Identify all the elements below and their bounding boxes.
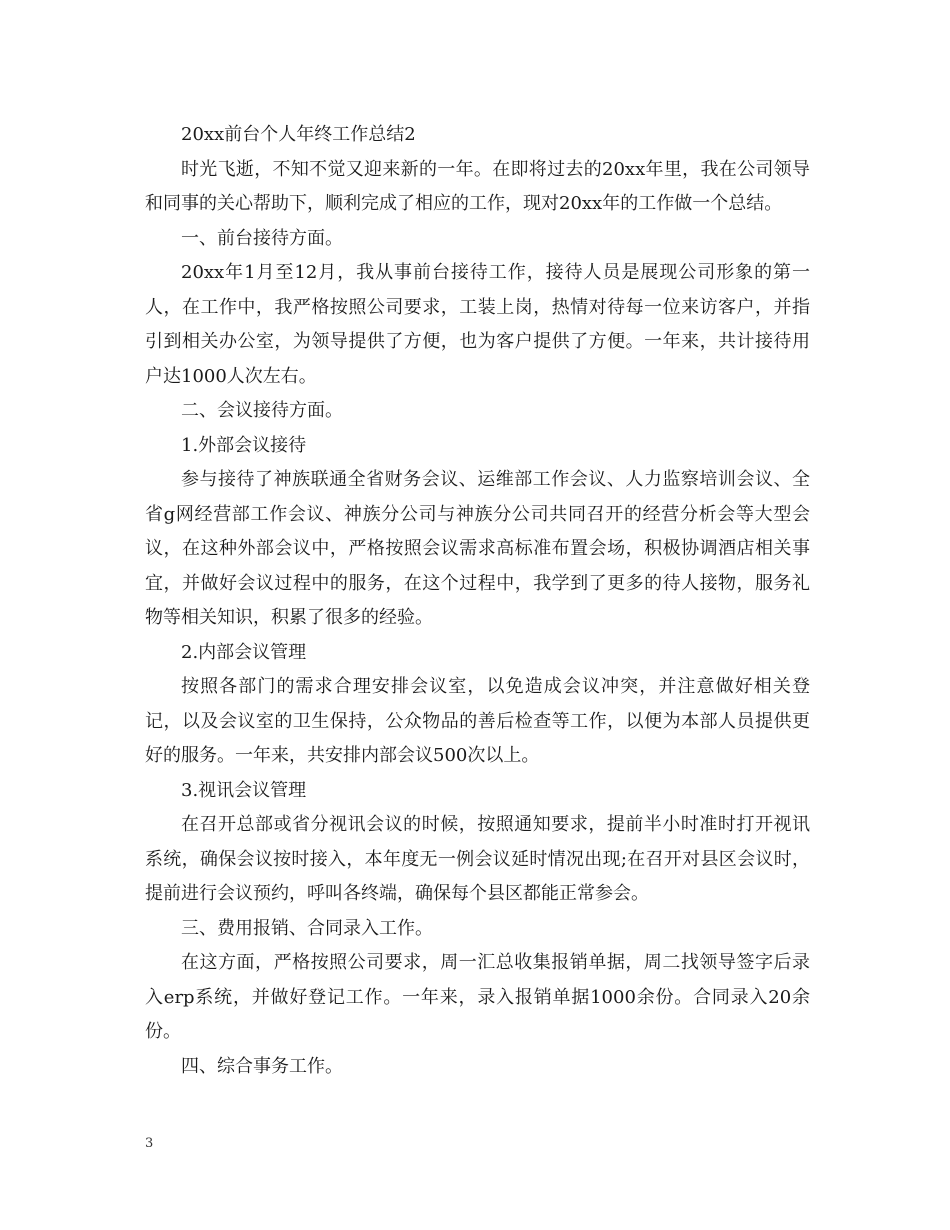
paragraph-intro: 时光飞逝，不知不觉又迎来新的一年。在即将过去的20xx年里，我在公司领导和同事的关心帮助下，顺利完成了相应的工作，现对20xx年的工作做一个总结。 <box>145 158 810 214</box>
document-body <box>145 118 810 1084</box>
subheading-video-meetings: 3.视讯会议管理 <box>181 779 307 801</box>
section-heading-meetings: 二、会议接待方面。 <box>181 400 343 421</box>
paragraph-reception: 20xx年1月至12月，我从事前台接待工作，接待人员是展现公司形象的第一人，在工作中，我严格按照公司要求，工装上岗，热情对待每一位来访客户，并指引到相关办公室，为领导提供了方便，也为客户提供了方便。一年来，共计接待用户达1000人次左右。 <box>145 262 810 387</box>
paragraph-internal-meetings: 按照各部门的需求合理安排会议室，以免造成会议冲突，并注意做好相关登记，以及会议室的卫生保持，公众物品的善后检查等工作，以便为本部人员提供更好的服务。一年来，共安排内部会议500次以上。 <box>145 676 810 766</box>
paragraph-external-meetings: 参与接待了神族联通全省财务会议、运维部工作会议、人力监察培训会议、全省g网经营部工作会议、神族分公司与神族分公司共同召开的经营分析会等大型会议，在这种外部会议中，严格按照会议需求高标准布置会场，积极协调酒店相关事宜，并做好会议过程中的服务，在这个过程中，我学到了更多的待人接物，服务礼物等相关知识，积累了很多的经验。 <box>145 469 810 628</box>
paragraph-video-meetings: 在召开总部或省分视讯会议的时候，按照通知要求，提前半小时准时打开视讯系统，确保会议按时接入，本年度无一例会议延时情况出现;在召开对县区会议时，提前进行会议预约，呼叫各终端，确保每个县区都能正常参会。 <box>145 814 810 904</box>
subheading-external-meetings: 1.外部会议接待 <box>181 434 307 456</box>
paragraph-expenses: 在这方面，严格按照公司要求，周一汇总收集报销单据，周二找领导签字后录入erp系统，并做好登记工作。一年来，录入报销单据1000余份。合同录入20余份。 <box>145 952 810 1042</box>
document-title: 20xx前台个人年终工作总结2 <box>181 124 416 145</box>
section-heading-expenses: 三、费用报销、合同录入工作。 <box>181 917 433 939</box>
section-heading-general-affairs: 四、综合事务工作。 <box>181 1055 343 1077</box>
subheading-internal-meetings: 2.内部会议管理 <box>181 641 307 663</box>
section-heading-reception: 一、前台接待方面。 <box>181 227 343 249</box>
page-number: 3 <box>145 1136 154 1151</box>
